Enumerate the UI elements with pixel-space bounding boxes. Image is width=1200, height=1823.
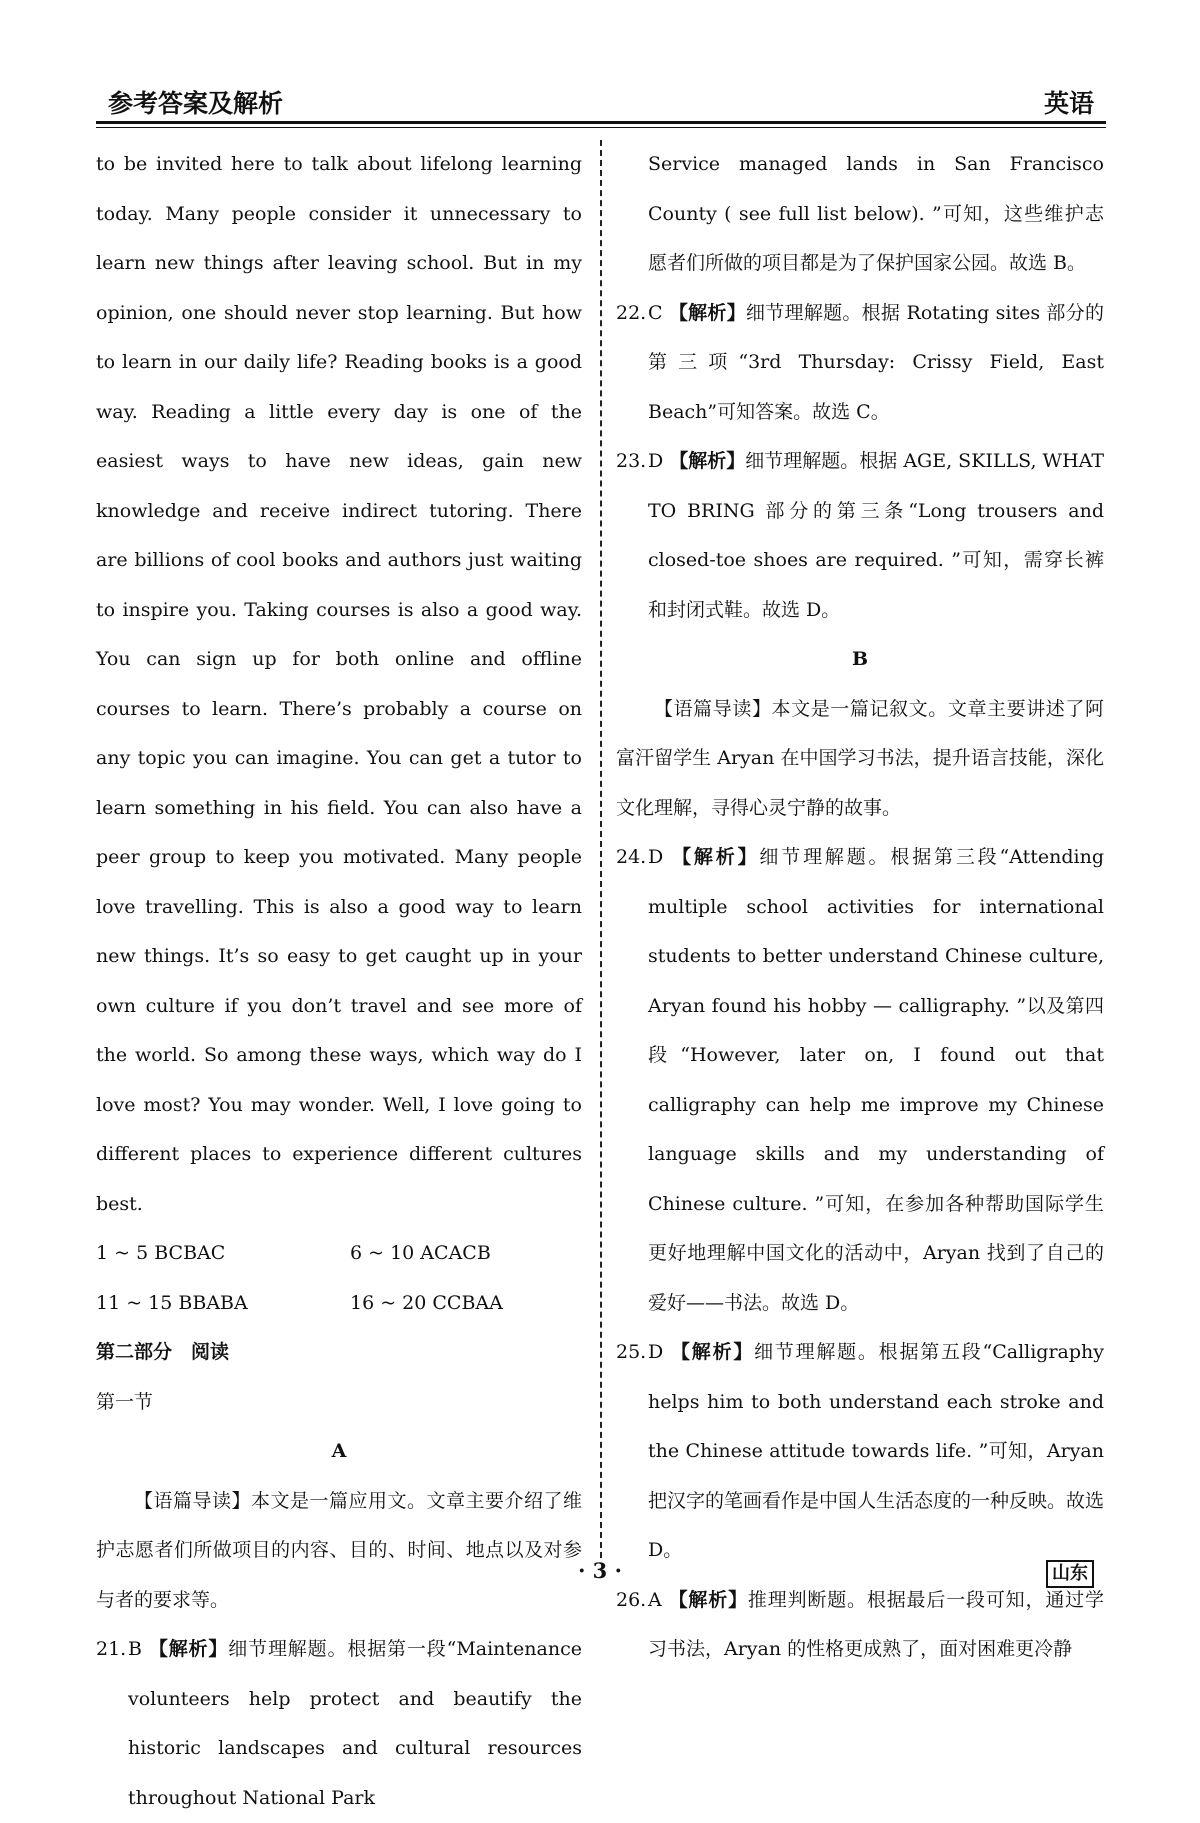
header-title: 参考答案及解析	[108, 89, 284, 118]
part-title: 第二部分 阅读	[96, 1341, 230, 1363]
question-explanation: 细节理解题。根据 AGE, SKILLS, WHAT TO BRING 部分的第三条“Long trousers and closed-toe shoes are required. ”可知，需穿长裤和封闭式鞋。故选 D。	[648, 450, 1105, 621]
analysis-tag: 【解析】	[672, 846, 760, 868]
question-explanation: 细节理解题。根据 Rotating sites 部分的第三项“3rd Thursday: Crissy Field, East Beach”可知答案。故选 C。	[648, 301, 1104, 423]
answer-key-16-20: 16 ~ 20 CCBAA	[350, 1291, 503, 1314]
question-explanation: 细节理解题。根据第五段“Calligraphy helps him to both understand each stroke and the Chinese attitude towards life. ”可知，Aryan 把汉字的笔画看作是中国人生活态度的一种反映。故选 D。	[648, 1341, 1105, 1561]
question-23	[616, 437, 1104, 635]
question-explanation: 细节理解题。根据第三段“Attending multiple school activities for international students to better understand Chinese culture, Aryan found his hobby — calligraphy. ”以及第四段“However, later on, I found out that calligraphy can help me improve my Chinese language skills and my understanding of Chinese culture. ”可知，在参加各种帮助国际学生更好地理解中国文化的活动中，Aryan 找到了自己的爱好——书法。故选 D。	[648, 846, 1104, 1314]
analysis-tag: 【解析】	[668, 1588, 748, 1611]
analysis-tag: 【解析】	[148, 1638, 229, 1660]
question-number: 22.	[616, 301, 647, 324]
question-21-continued: Service managed lands in San Francisco County ( see full list below). ”可知，这些维护志愿者们所做的项目都是为了保护国家公园。故选 B。	[648, 153, 1104, 274]
page-number: · 3 ·	[578, 1558, 622, 1583]
question-explanation: 细节理解题。根据第一段“Maintenance volunteers help protect and beautify the historic landscapes and cultural resources throughout National Park	[128, 1638, 582, 1809]
answer-row-2	[96, 1279, 582, 1329]
answer-row-1	[96, 1229, 582, 1279]
question-22	[616, 289, 1104, 438]
question-answer: D	[648, 1341, 664, 1363]
question-number: 24.	[616, 846, 647, 868]
question-26	[616, 1576, 1104, 1675]
region-badge: 山东	[1046, 1560, 1094, 1588]
question-answer: B	[128, 1638, 142, 1660]
question-number: 23.	[616, 450, 647, 472]
question-21	[96, 1625, 582, 1823]
question-answer: D	[648, 450, 664, 472]
question-number: 26.	[616, 1588, 647, 1611]
question-answer: C	[648, 301, 663, 324]
passage-b-guide: 【语篇导读】本文是一篇记叙文。文章主要讲述了阿富汗留学生 Aryan 在中国学习书法，提升语言技能，深化文化理解，寻得心灵宁静的故事。	[616, 697, 1104, 819]
analysis-tag: 【解析】	[669, 450, 746, 472]
header-rule-thick	[96, 121, 1106, 124]
header-rule-thin	[96, 127, 1106, 128]
answer-key-11-15: 11 ~ 15 BBABA	[96, 1291, 248, 1314]
writing-sample-passage: to be invited here to talk about lifelong learning today. Many people consider it unnecessary to learn new things after leaving school. But in my opinion, one should never stop learning. But how to learn in our daily life? Reading books is a good way. Reading a little every day is one of the easiest ways to have new ideas, gain new knowledge and receive indirect tutoring. There are billions of cool books and authors just waiting to inspire you. Taking courses is also a good way. You can sign up for both online and offline courses to learn. There’s probably a course on any topic you can imagine. You can get a tutor to learn something in his field. You can also have a peer group to keep you motivated. Many people love travelling. This is also a good way to learn new things. It’s so easy to get caught up in your own culture if you don’t travel and see more of the world. So among these ways, which way do I love most? You may wonder. Well, I love going to different places to experience different cultures best.	[96, 153, 582, 1215]
question-24	[616, 833, 1104, 1328]
answer-key-6-10: 6 ~ 10 ACACB	[350, 1242, 491, 1264]
question-answer: A	[648, 1588, 662, 1611]
analysis-tag: 【解析】	[668, 301, 746, 324]
question-number: 21.	[96, 1638, 127, 1660]
passage-letter-a: A	[331, 1440, 347, 1462]
question-number: 25.	[616, 1341, 647, 1363]
header-subject: 英语	[1043, 89, 1094, 118]
question-answer: D	[648, 846, 664, 868]
answer-key-1-5: 1 ~ 5 BCBAC	[96, 1242, 226, 1264]
analysis-tag: 【解析】	[671, 1341, 755, 1363]
question-25	[616, 1328, 1104, 1576]
section-title: 第一节	[96, 1390, 154, 1413]
passage-a-guide: 【语篇导读】本文是一篇应用文。文章主要介绍了维护志愿者们所做项目的内容、目的、时间、地点以及对参与者的要求等。	[96, 1489, 582, 1611]
column-separator	[600, 140, 602, 1558]
question-explanation: 推理判断题。根据最后一段可知，通过学习书法，Aryan 的性格更成熟了，面对困难更冷静	[648, 1588, 1104, 1660]
passage-letter-b: B	[851, 648, 869, 670]
right-column	[616, 140, 1104, 1675]
